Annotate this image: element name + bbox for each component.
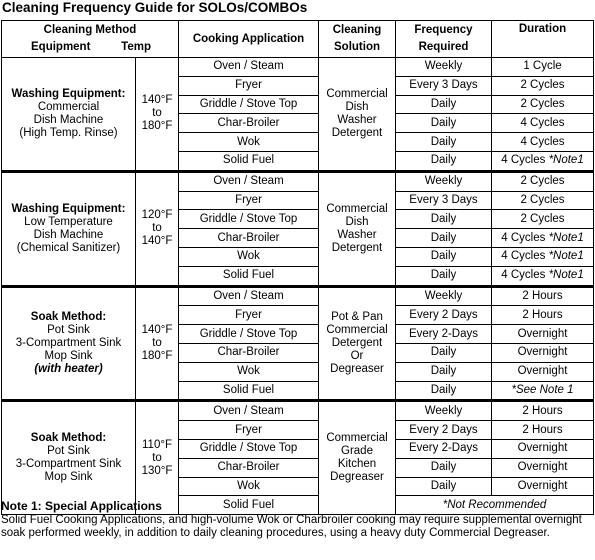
duration-value: Overnight [517,461,568,474]
frequency-cell: Daily [396,362,492,381]
duration-value: Overnight [517,365,568,378]
header-cleaning-method [2,21,179,58]
solution-line: Dish [345,215,369,228]
temp-line: 140°F [141,323,173,336]
frequency-cell: Daily [396,133,492,152]
method-line: Commercial [37,100,100,113]
table-row [2,286,594,306]
duration-value: 4 Cycles [501,269,546,282]
duration-value: Overnight [517,442,568,455]
method-line: Pot Sink [47,323,90,336]
header-cooking-application: Cooking Application [179,21,319,58]
solution-line: Detergent [331,126,383,139]
duration-value: 4 Cycles [520,116,565,129]
duration-value: Overnight [517,479,568,492]
cleaning-solution-cell [319,171,396,286]
duration-cell [492,114,594,133]
duration-cell [492,458,594,477]
header-row [2,21,594,58]
cooking-application-cell: Wok [179,247,319,266]
cooking-application-cell: Char-Broiler [179,229,319,248]
note-section [1,500,593,541]
duration-note: *Note1 [548,154,584,167]
frequency-cell: Weekly [396,58,492,77]
method-line: Mop Sink [44,349,93,362]
frequency-cell: Every 2-Days [396,439,492,458]
cooking-application-cell: Char-Broiler [179,458,319,477]
duration-value: 2 Cycles [520,175,565,188]
cooking-application-cell: Oven / Steam [179,171,319,191]
method-title: Soak Method: [30,432,107,445]
cooking-application-cell: Wok [179,133,319,152]
method-line: Low Temperature [24,215,113,228]
duration-cell [492,171,594,191]
duration-cell [492,343,594,362]
duration-cell [492,325,594,344]
duration-cell [492,266,594,286]
equipment-cell [2,286,136,401]
frequency-cell: Every 2 Days [396,306,492,325]
header-equipment: Equipment [31,41,91,53]
method-title: Washing Equipment: [11,202,126,215]
duration-note: *Note1 [548,250,584,263]
duration-cell [492,306,594,325]
temp-line: 180°F [141,349,173,362]
method-line: Pot Sink [47,445,90,458]
solution-line: Degreaser [330,471,384,484]
method-title: Washing Equipment: [11,87,126,100]
method-line: 3-Compartment Sink [15,336,122,349]
duration-cell [492,439,594,458]
solution-line: Detergent [331,336,383,349]
duration-value: *See Note 1 [511,383,574,396]
cooking-application-cell: Fryer [179,306,319,325]
duration-value: 2 Hours [522,289,563,302]
duration-cell [492,191,594,210]
solution-line: Or [350,349,364,362]
duration-cell [492,58,594,77]
temp-line: 140°F [141,94,173,107]
cooking-application-cell: Fryer [179,191,319,210]
duration-value: 2 Hours [522,423,563,436]
equipment-cell [2,58,136,172]
method-line: 3-Compartment Sink [15,458,122,471]
frequency-cell: Daily [396,381,492,401]
solution-line: Commercial [326,323,388,336]
duration-note: *Note1 [548,231,584,244]
cooking-application-cell: Griddle / Stove Top [179,325,319,344]
equipment-cell [2,171,136,286]
frequency-cell: Daily [396,210,492,229]
cooking-application-cell: Oven / Steam [179,58,319,77]
cooking-application-cell: Solid Fuel [179,266,319,286]
frequency-cell: Daily [396,477,492,496]
duration-value: 2 Cycles [520,212,565,225]
frequency-cell: Daily [396,229,492,248]
cooking-application-cell: Griddle / Stove Top [179,439,319,458]
frequency-cell: Daily [396,151,492,171]
frequency-cell: Daily [396,114,492,133]
frequency-cell: Daily [396,343,492,362]
not-recommended-cell: *Not Recommended [396,496,594,515]
duration-cell [492,133,594,152]
header-temp: Temp [121,41,151,53]
temp-cell [136,286,179,401]
frequency-cell: Every 2 Days [396,421,492,440]
cooking-application-cell: Solid Fuel [179,381,319,401]
frequency-cell: Every 3 Days [396,76,492,95]
method-extra: (with heater) [34,362,103,375]
solution-line: Commercial [326,87,388,100]
duration-value: 2 Cycles [520,79,565,92]
cooking-application-cell: Griddle / Stove Top [179,95,319,114]
temp-cell [136,401,179,515]
cooking-application-cell: Wok [179,477,319,496]
cooking-application-cell: Oven / Steam [179,286,319,306]
method-line: Dish Machine [33,228,104,241]
duration-value: 2 Cycles [520,97,565,110]
cleaning-solution-cell [319,286,396,401]
header-frequency: Frequency Required [396,21,492,58]
duration-cell [492,229,594,248]
solution-line: Grade [341,445,373,458]
duration-value: 2 Hours [522,308,563,321]
duration-cell [492,286,594,306]
frequency-cell: Daily [396,458,492,477]
frequency-cell: Every 3 Days [396,191,492,210]
equipment-cell [2,401,136,515]
duration-cell [492,151,594,171]
duration-cell [492,210,594,229]
duration-cell [492,95,594,114]
duration-value: 4 Cycles [520,135,565,148]
temp-cell [136,171,179,286]
method-line: (High Temp. Rinse) [19,126,118,139]
method-line: (Chemical Sanitizer) [16,241,121,254]
cleaning-solution-cell [319,58,396,172]
cooking-application-cell: Char-Broiler [179,114,319,133]
temp-line: to [152,222,162,235]
frequency-cell: Daily [396,247,492,266]
solution-line: Kitchen [337,458,377,471]
page-title: Cleaning Frequency Guide for SOLOs/COMBOs [2,0,308,15]
duration-value: 4 Cycles [501,250,546,263]
cleaning-frequency-table [1,20,594,515]
cleaning-solution-cell [319,401,396,515]
duration-cell [492,477,594,496]
cooking-application-cell: Wok [179,362,319,381]
temp-line: to [152,107,162,120]
header-method-top: Cleaning Method [43,24,137,36]
solution-line: Washer [337,228,377,241]
duration-value: 4 Cycles [501,231,546,244]
cooking-application-cell: Char-Broiler [179,343,319,362]
method-title: Soak Method: [30,310,107,323]
cooking-application-cell: Griddle / Stove Top [179,210,319,229]
cooking-application-cell: Fryer [179,421,319,440]
method-line: Dish Machine [33,113,104,126]
solution-line: Commercial [326,432,388,445]
note-title: Note 1: Special Applications [1,499,162,513]
solution-line: Degreaser [330,362,384,375]
cooking-application-cell: Oven / Steam [179,401,319,421]
frequency-cell: Weekly [396,401,492,421]
cooking-application-cell: Solid Fuel [179,151,319,171]
temp-line: 130°F [141,464,173,477]
duration-cell [492,76,594,95]
frequency-cell: Weekly [396,171,492,191]
duration-value: 1 Cycle [523,60,562,73]
solution-line: Pot & Pan [331,310,383,323]
temp-line: 140°F [141,235,173,248]
solution-line: Washer [337,113,377,126]
duration-cell [492,421,594,440]
duration-note: *Note1 [548,269,584,282]
temp-line: 120°F [141,209,173,222]
duration-value: Overnight [517,327,568,340]
duration-cell [492,247,594,266]
solution-line: Dish [345,100,369,113]
frequency-cell: Daily [396,266,492,286]
duration-value: Overnight [517,346,568,359]
method-line: Mop Sink [44,471,93,484]
duration-cell [492,381,594,401]
temp-line: 110°F [142,438,172,451]
duration-cell [492,362,594,381]
frequency-cell: Daily [396,95,492,114]
duration-value: 2 Cycles [520,193,565,206]
frequency-cell: Every 2-Days [396,325,492,344]
solution-line: Commercial [326,202,388,215]
temp-cell [136,58,179,172]
cooking-application-cell: Solid Fuel [179,496,319,515]
frequency-cell: Weekly [396,286,492,306]
cooking-application-cell: Fryer [179,76,319,95]
header-cleaning-solution: Cleaning Solution [319,21,396,58]
table-row [2,401,594,421]
table-row [2,58,594,77]
note-text: Solid Fuel Cooking Applications, and high-volume Wok or Charbroiler cooking may require supplemental overnight soak performed weekly, in addition to daily cleaning procedures, using a heavy duty Commercial Degreaser. [1,513,582,539]
temp-line: 180°F [141,120,173,133]
solution-line: Detergent [331,241,383,254]
temp-line: to [152,451,162,464]
header-duration: Duration [492,21,594,58]
duration-value: 4 Cycles [501,154,546,167]
duration-cell [492,401,594,421]
table-row [2,171,594,191]
temp-line: to [152,336,162,349]
duration-value: 2 Hours [522,404,563,417]
